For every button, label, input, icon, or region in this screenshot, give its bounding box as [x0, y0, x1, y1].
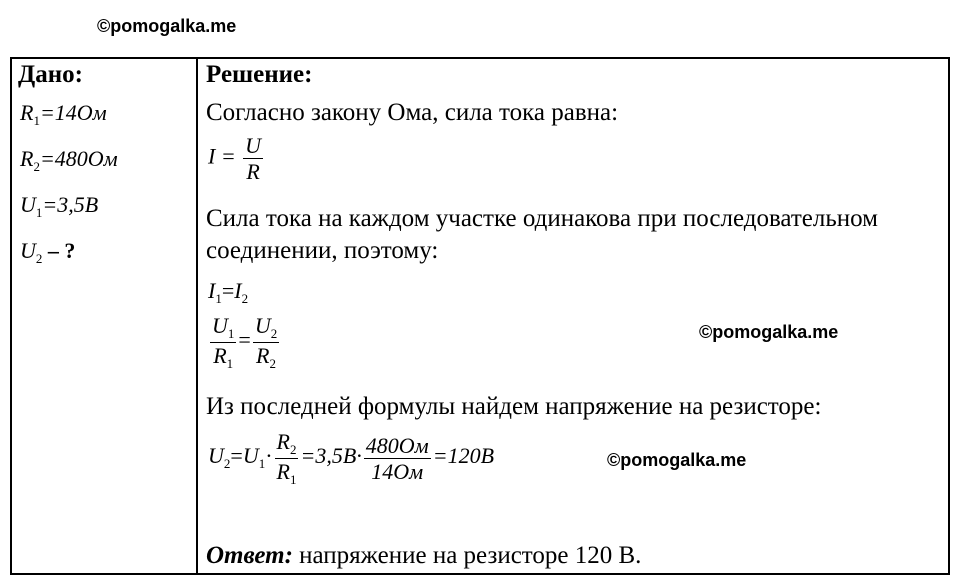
column-divider [196, 57, 198, 575]
answer-label: Ответ: [206, 542, 293, 569]
given-r1: $R_1=14Ом$ [20, 100, 107, 128]
solution-line-1: Согласно закону Ома, сила тока равна: [206, 99, 619, 126]
solution-line-2b: соединении, поэтому: [206, 237, 439, 264]
solution-line-2a: Сила тока на каждом участке одинакова при последовательном [206, 205, 878, 232]
problem-table [10, 57, 950, 575]
watermark-bottom: ©pomogalka.me [607, 450, 747, 470]
formula-ohm: I = $\frac{U}{R}$ [208, 133, 262, 185]
given-r2: $R_2=480Ом$ [20, 146, 118, 174]
given-u1: $U_1=3,5В$ [20, 192, 99, 220]
answer-text: напряжение на резисторе 120 В. [292, 542, 642, 569]
solution-line-3: Из последней формулы найдем напряжение на резисторе: [206, 393, 822, 420]
given-header: Дано: [18, 61, 83, 88]
formula-final: $U_2=U_1\cdot$ $\frac{R_2}{R_1}$ =3,5В· $\frac{480Ом}{14Ом}$ =120В [208, 429, 495, 487]
watermark-middle: ©pomogalka.me [699, 322, 839, 342]
formula-currents: $I_1=I_2$ [208, 278, 249, 306]
answer-line [206, 542, 641, 570]
formula-ratio: $\frac{U_1}{R_1}$ = $\frac{U_2}{R_2}$ [212, 313, 278, 371]
watermark-top: ©pomogalka.me [97, 16, 237, 36]
solution-header: Решение: [206, 61, 313, 88]
given-u2: $U_2$ – ? [20, 238, 76, 266]
